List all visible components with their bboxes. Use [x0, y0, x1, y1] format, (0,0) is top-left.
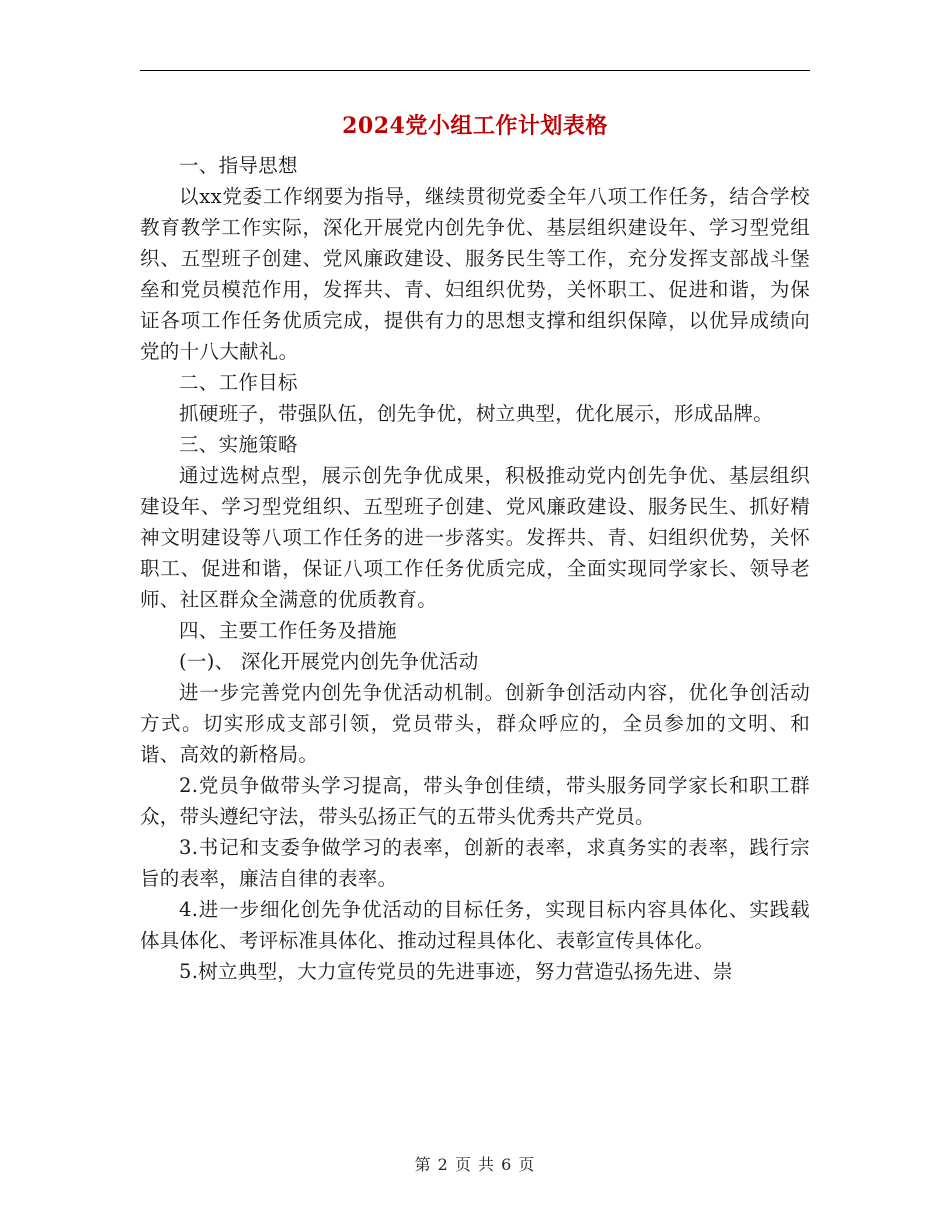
page-number-footer: 第 2 页 共 6 页 — [414, 1155, 536, 1174]
paragraph-strategy: 通过选树点型，展示创先争优成果，积极推动党内创先争优、基层组织建设年、学习型党组织、五型班子创建、党风廉政建设、服务民生、抓好精神文明建设等八项工作任务的进一步落实。发挥共、青、妇组织优势，关怀职工、促进和谐，保证八项工作任务优质完成，全面实现同学家长、领导老师、社区群众全满意的优质教育。 — [140, 464, 810, 611]
list-item-4: 4.进一步细化创先争优活动的目标任务，实现目标内容具体化、实践载体具体化、考评标准具体化、推动过程具体化、表彰宣传具体化。 — [140, 898, 810, 952]
list-item-5: 5.树立典型，大力宣传党员的先进事迹，努力营造弘扬先进、崇 — [179, 960, 733, 983]
header-rule — [140, 70, 810, 71]
section-heading-main-tasks: 四、主要工作任务及措施 — [179, 619, 397, 642]
section-heading-guiding-ideology: 一、指导思想 — [179, 154, 298, 177]
list-item-3: 3.书记和支委争做学习的表率，创新的表率，求真务实的表率，践行宗旨的表率，廉洁自律的表率。 — [140, 836, 810, 890]
list-item-2: 2.党员争做带头学习提高，带头争创佳绩，带头服务同学家长和职工群众，带头遵纪守法，带头弘扬正气的五带头优秀共产党员。 — [140, 774, 810, 828]
section-heading-strategy: 三、实施策略 — [179, 433, 298, 456]
list-item-1: 进一步完善党内创先争优活动机制。创新争创活动内容，优化争创活动方式。切实形成支部引领，党员带头，群众呼应的，全员参加的文明、和谐、高效的新格局。 — [140, 681, 810, 766]
paragraph-work-goals: 抓硬班子，带强队伍，创先争优，树立典型，优化展示，形成品牌。 — [179, 402, 774, 425]
subsection-heading-1: (一)、 深化开展党内创先争优活动 — [179, 650, 479, 673]
document-title: 2024党小组工作计划表格 — [342, 113, 608, 139]
document-body — [140, 150, 810, 987]
paragraph-guiding-ideology: 以xx党委工作纲要为指导，继续贯彻党委全年八项工作任务，结合学校教育教学工作实际，深化开展党内创先争优、基层组织建设年、学习型党组织、五型班子创建、党风廉政建设、服务民生等工作，充分发挥支部战斗堡垒和党员模范作用，发挥共、青、妇组织优势，关怀职工、促进和谐，为保证各项工作任务优质完成，提供有力的思想支撑和组织保障，以优异成绩向党的十八大献礼。 — [140, 185, 810, 363]
section-heading-work-goals: 二、工作目标 — [179, 371, 298, 394]
